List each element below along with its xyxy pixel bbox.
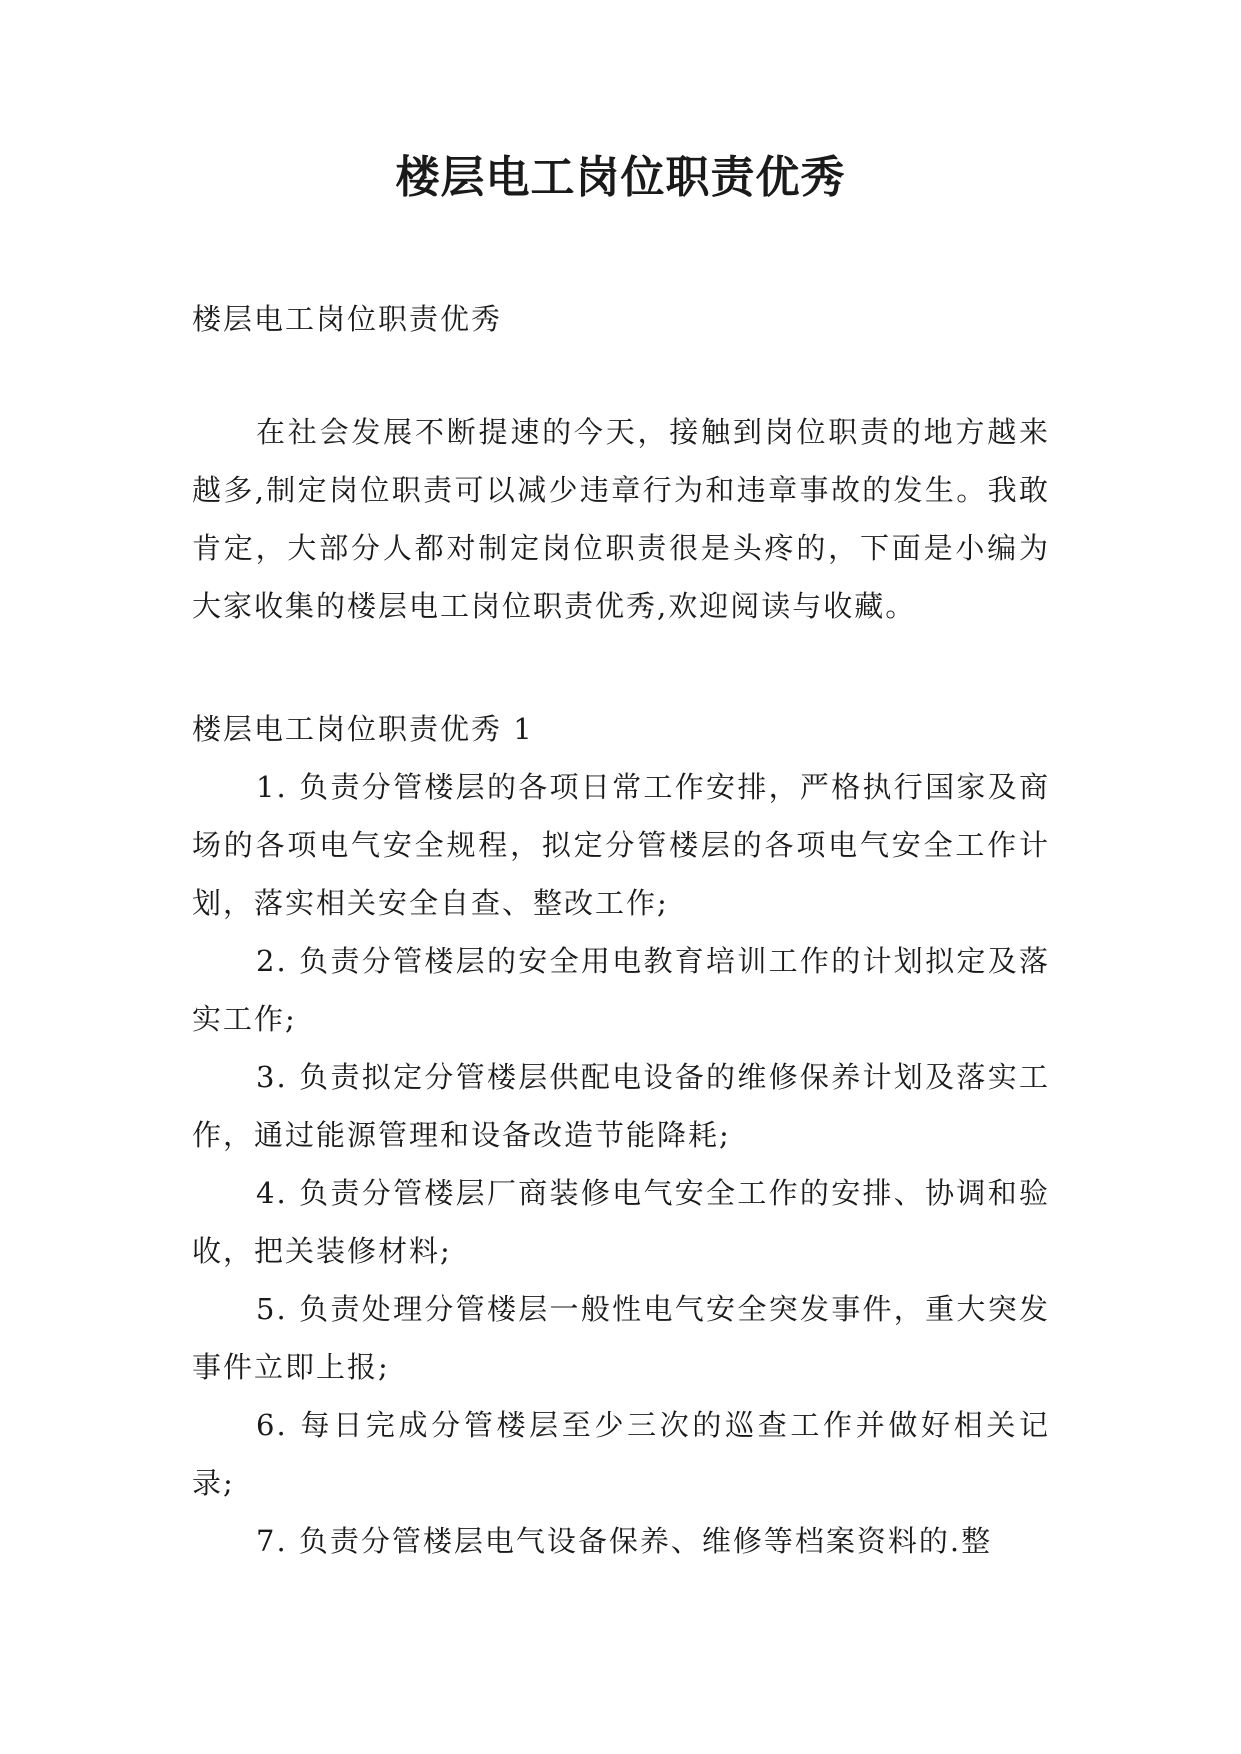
duty-item-7: 7. 负责分管楼层电气设备保养、维修等档案资料的.整 — [256, 1524, 993, 1558]
duty-item-4: 4. 负责分管楼层厂商装修电气安全工作的安排、协调和验收，把关装修材料; — [192, 1176, 1050, 1268]
duty-item-3: 3. 负责拟定分管楼层供配电设备的维修保养计划及落实工作，通过能源管理和设备改造节能降耗; — [192, 1060, 1050, 1152]
document-subtitle: 楼层电工岗位职责优秀 — [192, 302, 503, 336]
duty-item-1: 1. 负责分管楼层的各项日常工作安排，严格执行国家及商场的各项电气安全规程，拟定分管楼层的各项电气安全工作计划，落实相关安全自查、整改工作; — [192, 770, 1050, 920]
section-heading: 楼层电工岗位职责优秀 1 — [192, 712, 534, 746]
document-title: 楼层电工岗位职责优秀 — [395, 152, 846, 203]
duty-item-2: 2. 负责分管楼层的安全用电教育培训工作的计划拟定及落实工作; — [192, 944, 1050, 1036]
duty-list — [192, 758, 1050, 1570]
duty-item-5: 5. 负责处理分管楼层一般性电气安全突发事件，重大突发事件立即上报; — [192, 1292, 1050, 1384]
duty-item-6: 6. 每日完成分管楼层至少三次的巡查工作并做好相关记录; — [192, 1408, 1050, 1500]
duties-section — [192, 700, 1050, 1570]
intro-paragraph: 在社会发展不断提速的今天，接触到岗位职责的地方越来越多,制定岗位职责可以减少违章行为和违章事故的发生。我敢肯定，大部分人都对制定岗位职责很是头疼的，下面是小编为大家收集的楼层电工岗位职责优秀,欢迎阅读与收藏。 — [192, 415, 1050, 623]
